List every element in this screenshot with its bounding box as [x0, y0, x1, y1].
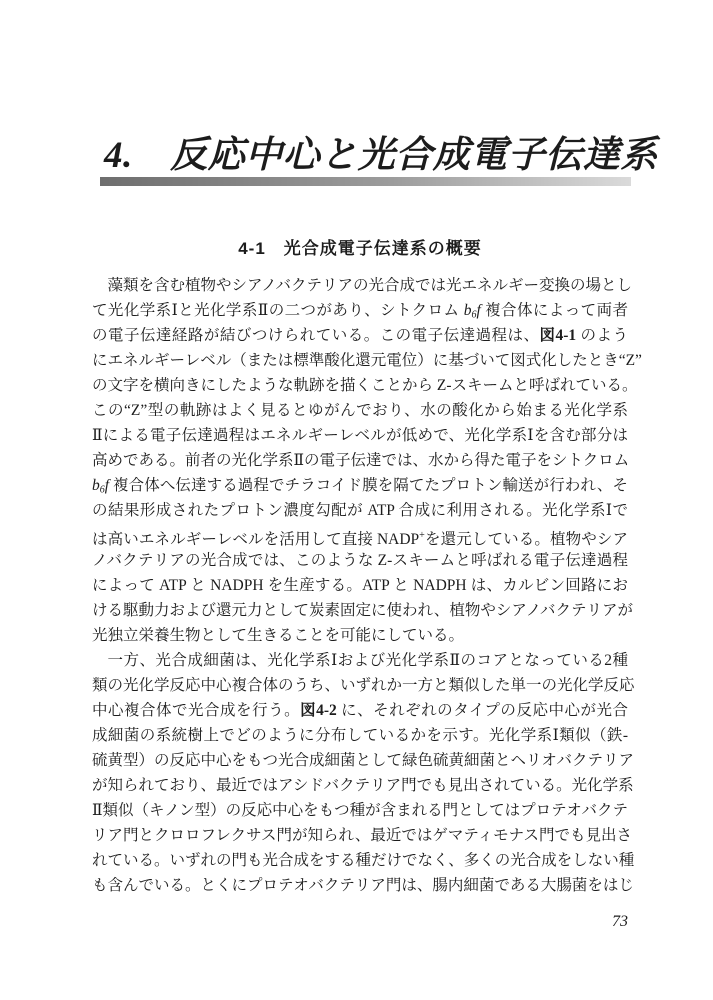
text-line — [92, 623, 628, 648]
text-run: の文字を横向きにしたような軌跡を描くことから Z-スキームと呼ばれている。 — [92, 377, 638, 394]
text-line — [92, 448, 628, 473]
text-run: も含んでいる。とくにプロテオバクテリア門は、腸内細菌である大腸菌をはじ — [92, 877, 634, 894]
text-line — [92, 423, 628, 448]
text-line — [92, 648, 628, 673]
text-run: Ⅱによる電子伝達過程はエネルギーレベルが低めで、光化学系Ⅰを含む部分は — [92, 427, 628, 444]
text-line — [92, 548, 628, 573]
text-line — [92, 398, 628, 423]
text-line — [92, 273, 633, 298]
text-run: Ⅱ類似（キノン型）の反応中心をもつ種が含まれる門としてはプロテオバクテ — [92, 802, 628, 819]
text-line — [92, 798, 628, 823]
text-line — [92, 573, 628, 598]
text-run: によって ATP と NADPH を生産する。ATP と NADPH は、カルビン回路にお — [92, 577, 628, 594]
text-run: を還元している。植物やシア — [424, 531, 628, 549]
text-run: 複合体によって両者 — [480, 302, 628, 319]
chapter-title: 4. 反応中心と光合成電子伝達系 — [104, 135, 658, 176]
text-line — [92, 873, 634, 898]
text-run: 成細菌の系統樹上でどのように分布しているかを示す。光化学系Ⅰ類似（鉄- — [92, 727, 628, 744]
text-line — [92, 723, 628, 748]
text-line — [92, 348, 642, 373]
text-run: + — [419, 530, 425, 541]
text-line — [92, 673, 635, 698]
text-run: 藻類を含む植物やシアノバクテリアの光合成では光エネルギー変換の場とし — [107, 277, 633, 294]
text-line — [92, 848, 635, 873]
text-run: 図4-1 — [539, 327, 577, 344]
text-line — [92, 373, 638, 398]
text-line — [92, 823, 633, 848]
section-heading: 4-1 光合成電子伝達系の概要 — [238, 239, 482, 258]
text-run: て光化学系Ⅰと光化学系Ⅱの二つがあり、シトクロム — [92, 302, 464, 319]
chapter-title-rule — [100, 177, 631, 186]
text-run: に、それぞれのタイプの反応中心が光合 — [336, 702, 628, 719]
text-run: ノバクテリアの光合成では、このような Z-スキームと呼ばれる電子伝達過程 — [92, 552, 628, 569]
text-run: リア門とクロロフレクサス門が知られ、最近ではゲマティモナス門でも見出さ — [92, 827, 633, 844]
text-run: 一方、光合成細菌は、光化学系Ⅰおよび光化学系Ⅱのコアとなっている2種 — [107, 652, 628, 669]
text-line — [92, 773, 634, 798]
text-run: 類の光化学反応中心複合体のうち、いずれか一方と類似した単一の光化学反応 — [92, 677, 635, 694]
text-run: この“Z”型の軌跡はよく見るとゆがんでおり、水の酸化から始まる光化学系 — [92, 402, 628, 419]
text-run: 硫黄型）の反応中心をもつ光合成細菌として緑色硫黄細菌とヘリオバクテリア — [92, 752, 635, 769]
text-run: ける駆動力および還元力として炭素固定に使われ、植物やシアノバクテリアが — [92, 602, 633, 619]
text-line — [92, 598, 633, 623]
text-run: f — [476, 302, 481, 319]
text-line — [92, 523, 628, 548]
body-text — [92, 273, 642, 898]
text-run: 6 — [471, 309, 477, 321]
text-run: の結果形成されたプロトン濃度勾配が ATP 合成に利用される。光化学系Ⅰで — [92, 502, 628, 519]
text-line — [92, 298, 628, 323]
text-line — [92, 748, 635, 773]
text-line — [92, 323, 628, 348]
text-run: 高めである。前者の光化学系Ⅱの電子伝達では、水から得た電子をシトクロム — [92, 452, 630, 469]
text-line — [92, 698, 628, 723]
text-line — [92, 498, 628, 523]
text-run: 中心複合体で光合成を行う。 — [92, 702, 301, 719]
text-run: は高いエネルギーレベルを活用して直接 NADP — [92, 531, 420, 549]
text-run: の電子伝達経路が結びつけられている。この電子伝達過程は、 — [92, 327, 540, 344]
text-run: れている。いずれの門も光合成をする種だけでなく、多くの光合成をしない種 — [92, 852, 635, 869]
text-run: 複合体へ伝達する過程でチラコイド膜を隔てたプロトン輸送が行われ、そ — [109, 477, 628, 494]
text-run: にエネルギーレベル（または標準酸化還元電位）に基づいて図式化したとき“Z” — [92, 352, 642, 369]
text-run: b — [463, 302, 472, 319]
text-run: b — [92, 477, 100, 494]
text-run: 6 — [99, 484, 105, 496]
text-run: 図4-2 — [300, 702, 337, 719]
text-run: f — [104, 477, 110, 494]
text-run: が知られており、最近ではアシドバクテリア門でも見出されている。光化学系 — [92, 777, 634, 794]
text-run: 光独立栄養生物として生きることを可能にしている。 — [92, 627, 465, 644]
text-run: のよう — [576, 327, 628, 344]
page-number: 73 — [612, 913, 628, 930]
text-line — [92, 473, 628, 498]
